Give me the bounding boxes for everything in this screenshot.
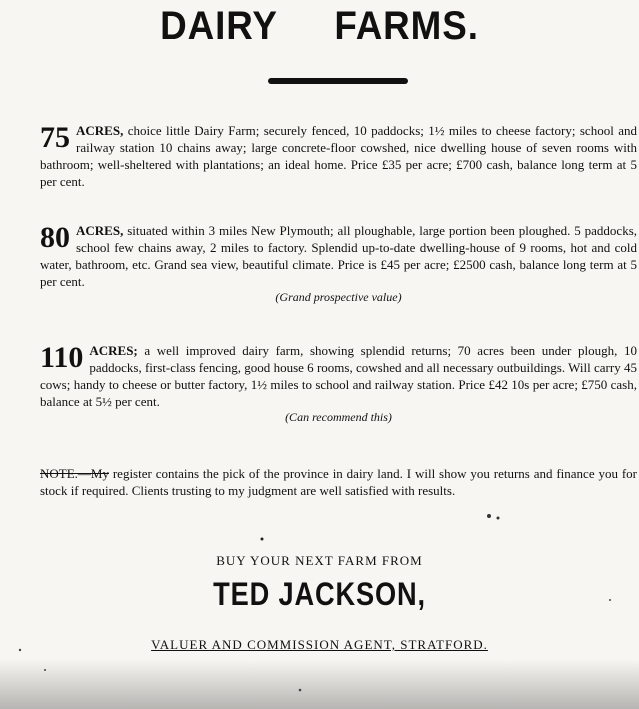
listing-description: situated within 3 miles New Plymouth; all ploughable, large portion been ploughed. 5 paddocks, school few chains away, 2 miles to factory. Splendid up-to-date dwelling-house of 9 rooms, hot and cold water, bathroom, etc. Grand sea view, beautiful climate. Price is £45 per acre; £2500 cash, balance long term at 5 per cent. <box>40 223 638 289</box>
note-lead: NOTE.—My <box>40 466 109 481</box>
listing-number: 80 <box>40 221 70 254</box>
listing-description: choice little Dairy Farm; securely fenced, 10 paddocks; 1½ miles to cheese factory; school and railway station 10 chains away; large concrete-floor cowshed, nice dwelling house of seven rooms with bathroom; well-sheltered with plantations; an ideal home. Price £35 per acre; £700 cash, balance long term at 5 per cent. <box>40 123 637 189</box>
buy-line: BUY YOUR NEXT FARM FROM <box>216 553 423 568</box>
page-title: DAIRY FARMS. <box>160 4 479 48</box>
listing-110-acres <box>40 342 637 425</box>
listing-caption: (Grand prospective value) <box>275 290 402 304</box>
listing-description: a well improved dairy farm, showing splendid returns; 70 acres been under plough, 10 paddocks, first-class fencing, good house 6 rooms, cowshed and all necessary outbuildings. Will carry 45 cows; handy to cheese or butter factory, 1½ miles to school and railway station. Price £42 10s per acre; £750 cash, balance at 5½ per cent. <box>40 343 637 409</box>
listing-acres-label: ACRES, <box>76 123 124 138</box>
listing-acres-label: ACRES, <box>76 223 124 238</box>
agent-tagline: VALUER AND COMMISSION AGENT, STRATFORD. <box>151 637 488 652</box>
listing-acres-label: ACRES; <box>89 343 138 358</box>
listing-80-acres <box>40 222 637 305</box>
agent-name: TED JACKSON, <box>213 576 426 612</box>
listing-caption: (Can recommend this) <box>285 410 392 424</box>
listing-number: 110 <box>40 341 84 374</box>
note-paragraph <box>40 465 637 499</box>
note-text: register contains the pick of the province in dairy land. I will show you returns and finance you for stock if required. Clients trusting to my judgment are well satisfied with results. <box>40 466 637 498</box>
listing-75-acres <box>40 122 637 190</box>
listing-number: 75 <box>40 121 70 154</box>
decorative-rule <box>268 78 408 84</box>
scan-edge-shadow <box>0 659 639 709</box>
